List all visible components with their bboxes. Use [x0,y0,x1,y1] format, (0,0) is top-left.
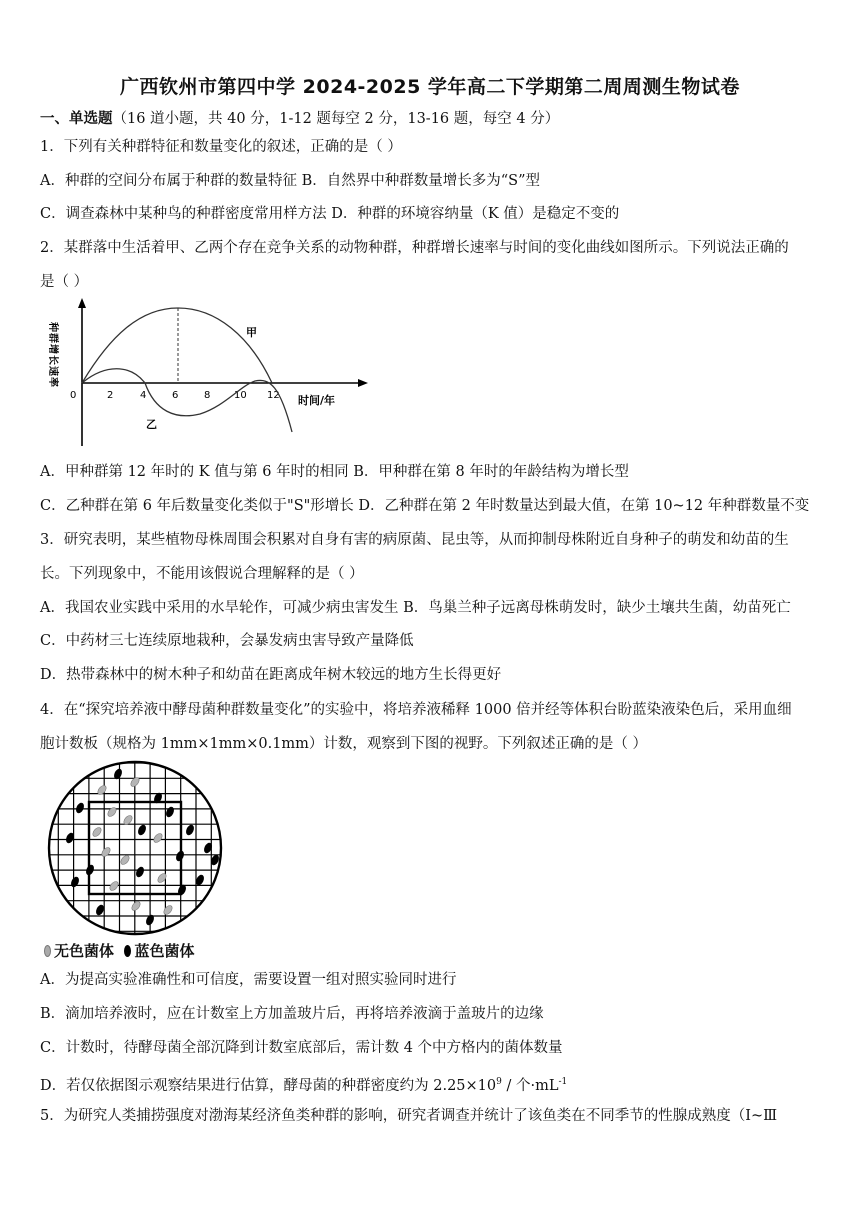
figure-legend [44,940,194,961]
q2-options-ab: A．甲种群第 12 年时的 K 值与第 6 年时的相同 B．甲种群在第 8 年时的年龄结构为增长型 [40,464,629,480]
tick-label: 8 [204,390,211,401]
colorless-cell [96,784,108,796]
x-axis-label: 时间/年 [298,394,336,407]
q2-stem-line2: 是（ ） [40,274,89,290]
q3-option-d: D．热带森林中的树木种子和幼苗在距离成年树木较远的地方生长得更好 [40,667,502,683]
q4-option-d-unit: / 个·mL [501,1077,559,1094]
blue-cell [185,824,195,836]
q2-stem-line1: 2．某群落中生活着甲、乙两个存在竞争关系的动物种群，种群增长速率与时间的变化曲线如图所示。下列说法正确的 [40,240,789,256]
colorless-cell [156,872,168,884]
q1-options-ab: A．种群的空间分布属于种群的数量特征 B．自然界中种群数量增长多为“S”型 [40,173,540,189]
q5-stem-line1: 5．为研究人类捕捞强度对渤海某经济鱼类种群的影响，研究者调查并统计了该鱼类在不同季节的性腺成熟度（Ⅰ~Ⅲ [40,1108,778,1124]
curve-yi [82,369,292,432]
origin-label: 0 [70,390,77,401]
blue-cell-swatch [124,945,131,957]
y-axis-arrow [78,298,86,308]
tick-label: 12 [267,390,280,401]
section-desc: （16 道小题，共 40 分，1-12 题每空 2 分，13-16 题，每空 4 分） [112,111,560,127]
colorless-cell-swatch [44,945,51,957]
q4-option-c: C．计数时，待酵母菌全部沉降到计数室底部后，需计数 4 个中方格内的菌体数量 [40,1040,563,1056]
q4-option-a: A．为提高实验准确性和可信度，需要设置一组对照实验同时进行 [40,972,457,988]
colorless-cell [152,832,164,844]
tick-label: 4 [140,390,147,401]
q2-options-cd: C．乙种群在第 6 年后数量变化类似于"S"形增长 D．乙种群在第 2 年时数量达到最大值，在第 10~12 年种群数量不变 [40,498,810,514]
blue-cell [137,824,147,836]
colorless-cell [130,900,142,912]
colorless-cell [119,854,131,866]
page-title: 广西钦州市第四中学 2024-2025 学年高二下学期第二周周测生物试卷 [120,76,740,98]
colorless-cell [162,904,174,916]
q1-options-cd: C．调查森林中某种鸟的种群密度常用样方法 D．种群的环境容纳量（K 值）是稳定不变的 [40,206,620,222]
y-axis-label: 种群增长速率 [47,322,58,388]
colorless-cell [106,806,118,818]
colorless-cell [91,826,103,838]
q4-option-d [40,1072,825,1096]
section-heading-line [40,109,825,129]
blue-cell [135,866,145,878]
growth-rate-figure [40,296,380,456]
blue-cell [95,904,105,916]
curve-label-jia: 甲 [246,326,257,339]
tick-label: 10 [234,390,247,401]
q3-option-c: C．中药材三七连续原地栽种，会暴发病虫害导致产量降低 [40,633,414,649]
q4-option-b: B．滴加培养液时，应在计数室上方加盖玻片后，再将培养液滴于盖玻片的边缘 [40,1006,544,1022]
q4-option-d-exponent: 9 [496,1077,502,1087]
x-axis-arrow [358,379,368,387]
q4-option-d-text: D．若仅依据图示观察结果进行估算，酵母菌的种群密度约为 2.25×10 [40,1077,497,1094]
legend-blue: 蓝色菌体 [134,942,195,960]
blue-cell [70,876,80,888]
blue-cell [175,850,185,862]
q4-option-d-unit-exponent: -1 [558,1077,568,1087]
tick-label: 6 [172,390,179,401]
colorless-cell [100,846,112,858]
curve-jia [82,308,272,383]
q1-stem: 1．下列有关种群特征和数量变化的叙述，正确的是（ ） [40,139,402,155]
q3-stem-line1: 3．研究表明，某些植物母株周围会积累对自身有害的病原菌、昆虫等，从而抑制母株附近自身种子的萌发和幼苗的生 [40,532,789,548]
blue-cell [165,806,175,818]
blue-cell [85,864,95,876]
curve-label-yi: 乙 [146,418,157,431]
tick-label: 2 [107,390,114,401]
q4-stem-line2: 胞计数板（规格为 1mm×1mm×0.1mm）计数，观察到下图的视野。下列叙述正确的是（ ） [40,736,648,752]
q4-stem-line1: 4．在“探究培养液中酵母菌种群数量变化”的实验中，将培养液稀释 1000 倍并经等体积台盼蓝染液染色后，采用血细 [40,702,792,718]
counting-grid [40,760,240,940]
section-heading: 一、单选题 [40,110,113,127]
q3-options-ab: A．我国农业实践中采用的水旱轮作，可减少病虫害发生 B．鸟巢兰种子远离母株萌发时，缺少土壤共生菌，幼苗死亡 [40,600,791,616]
q3-stem-line2: 长。下列现象中，不能用该假说合理解释的是（ ） [40,566,364,582]
blue-cell [75,802,85,814]
hemocytometer-figure [40,760,240,940]
legend-colorless: 无色菌体 [54,942,115,960]
